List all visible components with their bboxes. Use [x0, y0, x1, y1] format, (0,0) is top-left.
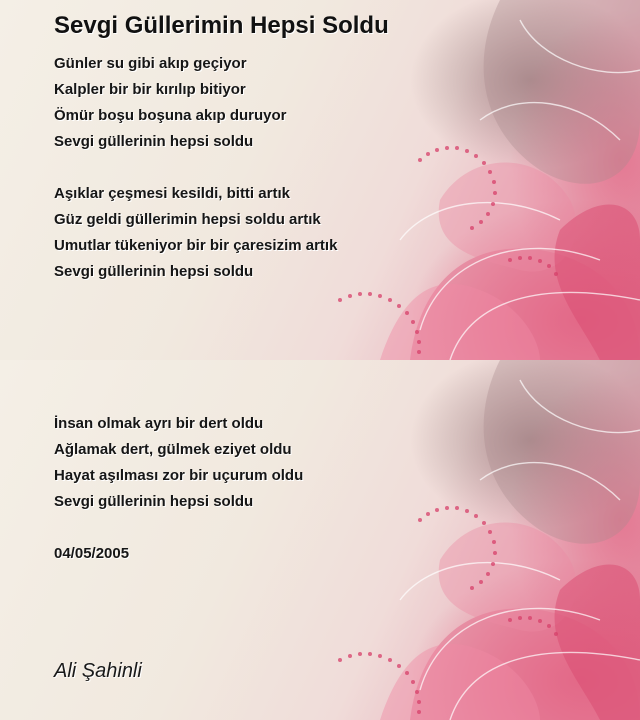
poem-line: Sevgi güllerinin hepsi soldu: [54, 133, 254, 150]
poem-line: Günler su gibi akıp geçiyor: [54, 55, 247, 72]
poem-line: Hayat aşılması zor bir uçurum oldu: [54, 467, 304, 484]
poem-author: Ali Şahinli: [54, 660, 142, 682]
poem-title: Sevgi Güllerimin Hepsi Soldu: [54, 12, 389, 39]
stanza-1: [54, 51, 287, 155]
poem-line: Umutlar tükeniyor bir bir çaresizim artık: [54, 237, 338, 254]
poem-line: Kalpler bir bir kırılıp bitiyor: [54, 81, 246, 98]
poem-line: Aşıklar çeşmesi kesildi, bitti artık: [54, 185, 290, 202]
poem-line: Ağlamak dert, gülmek eziyet oldu: [54, 441, 292, 458]
poem-line: Sevgi güllerinin hepsi soldu: [54, 493, 254, 510]
stanza-3: [54, 411, 303, 515]
poem-line: İnsan olmak ayrı bir dert oldu: [54, 415, 264, 432]
poem-date: 04/05/2005: [54, 545, 130, 562]
stanza-2: [54, 181, 337, 285]
poem-line: Ömür boşu boşuna akıp duruyor: [54, 107, 287, 124]
poem-line: Güz geldi güllerimin hepsi soldu artık: [54, 211, 321, 228]
poem-line: Sevgi güllerinin hepsi soldu: [54, 263, 254, 280]
